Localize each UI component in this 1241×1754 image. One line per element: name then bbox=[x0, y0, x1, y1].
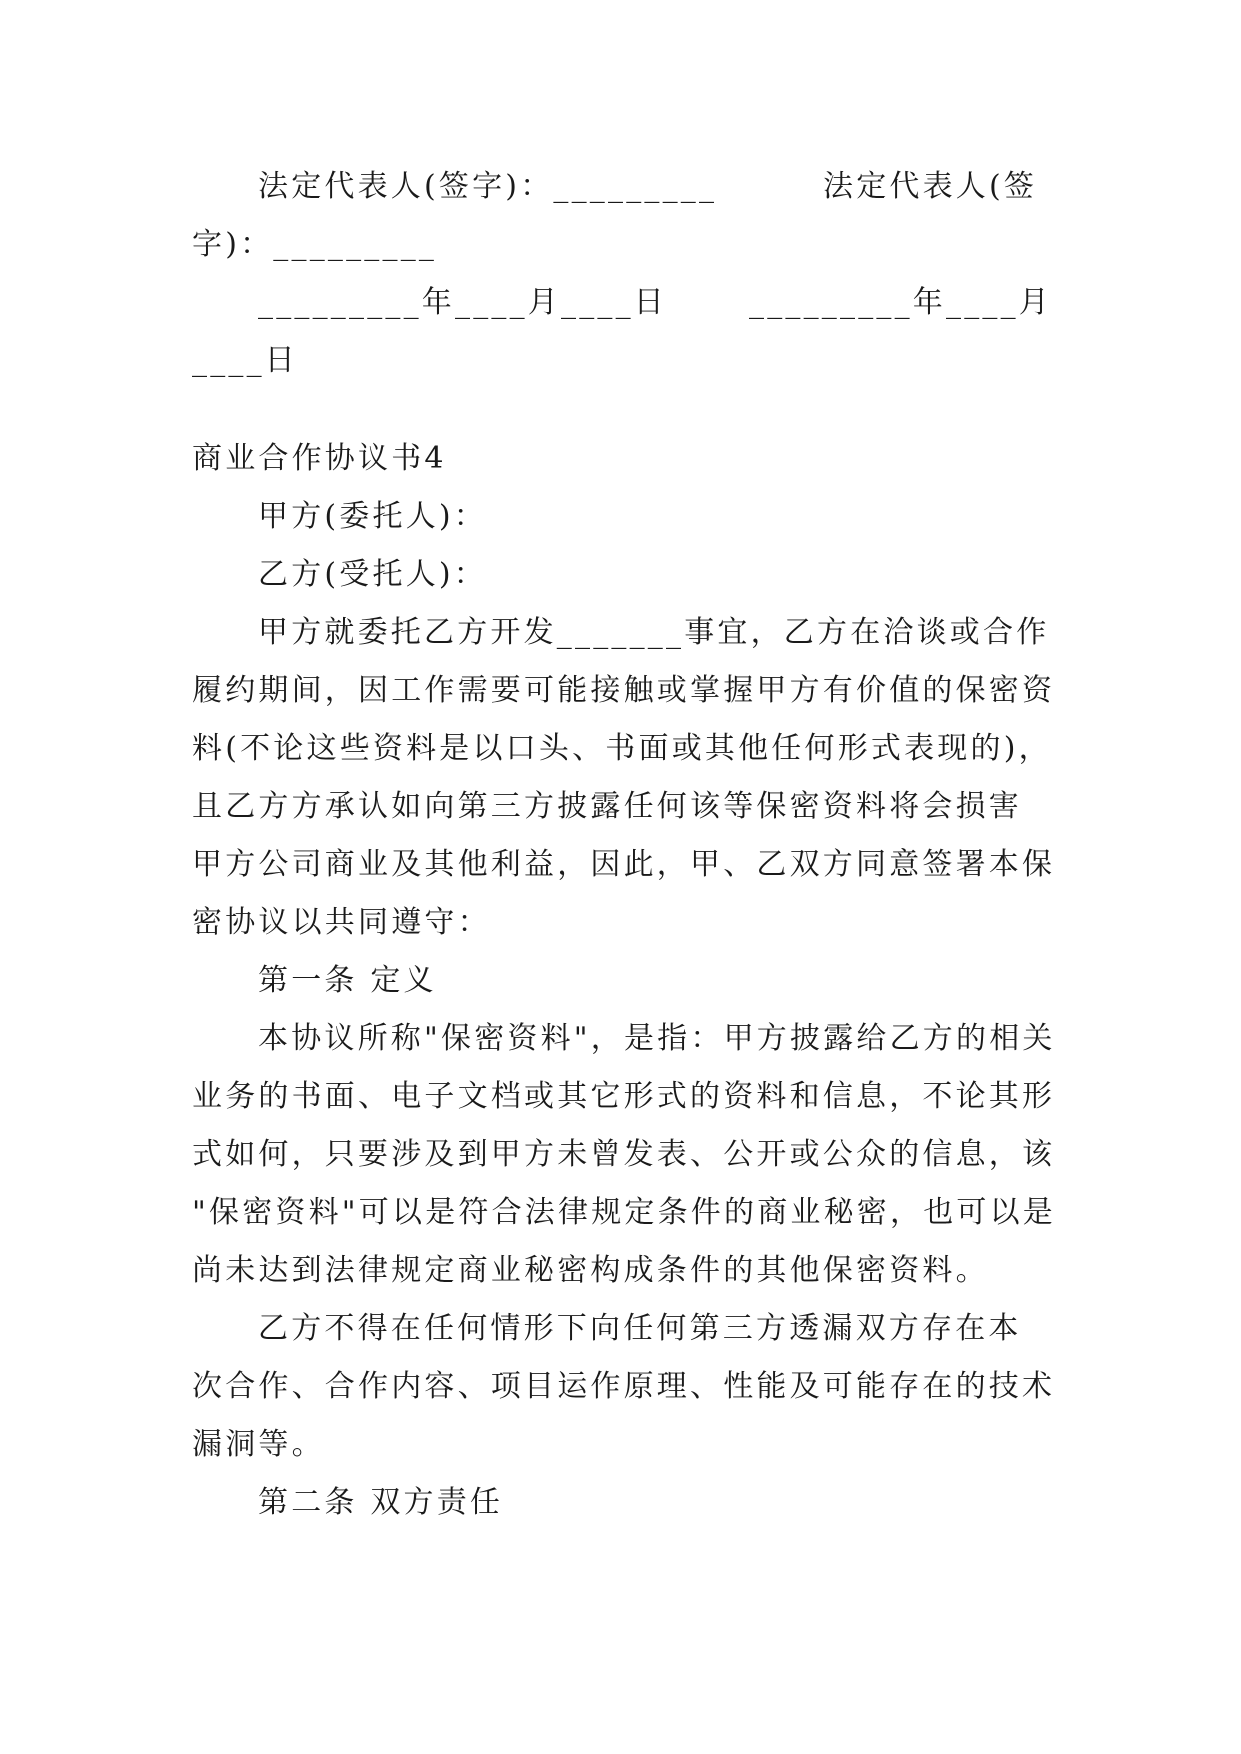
intro-paragraph bbox=[192, 604, 1056, 952]
paragraph-line: 乙方不得在任何情形下向任何第三方透漏双方存在本 bbox=[258, 1311, 1022, 1346]
paragraph-line: 密协议以共同遵守： bbox=[192, 905, 491, 940]
paragraph-line: 履约期间，因工作需要可能接触或掌握甲方有价值的保密资 bbox=[192, 673, 1056, 708]
signature-line bbox=[192, 158, 1052, 216]
paragraph-line: 甲方公司商业及其他利益，因此，甲、乙双方同意签署本保 bbox=[192, 847, 1056, 882]
party-a-label: 甲方(委托人)： bbox=[258, 499, 488, 534]
signature-right: 法定代表人(签 bbox=[823, 169, 1038, 204]
signature-left: 法定代表人(签字)：_________ bbox=[258, 169, 718, 204]
paragraph-line: 式如何，只要涉及到甲方未曾发表、公开或公众的信息，该 bbox=[192, 1137, 1056, 1172]
date-left: _________年____月____日 bbox=[258, 285, 667, 320]
document-title: 商业合作协议书4 bbox=[192, 441, 447, 476]
document-body bbox=[192, 158, 1056, 1532]
paragraph-line: 且乙方方承认如向第三方披露任何该等保密资料将会损害 bbox=[192, 789, 1022, 824]
paragraph-line: 料(不论这些资料是以口头、书面或其他任何形式表现的)， bbox=[192, 731, 1052, 766]
paragraph-line: 尚未达到法律规定商业秘密构成条件的其他保密资料。 bbox=[192, 1253, 989, 1288]
article-1-extra-paragraph bbox=[192, 1300, 1056, 1474]
paragraph-line: 业务的书面、电子文档或其它形式的资料和信息，不论其形 bbox=[192, 1079, 1056, 1114]
date-right: _________年____月 bbox=[749, 285, 1052, 320]
paragraph-line: 次合作、合作内容、项目运作原理、性能及可能存在的技术 bbox=[192, 1369, 1056, 1404]
paragraph-line: 本协议所称"保密资料"，是指：甲方披露给乙方的相关 bbox=[258, 1021, 1056, 1056]
paragraph-line: 甲方就委托乙方开发_______事宜，乙方在洽谈或合作 bbox=[258, 615, 1050, 650]
paragraph-line: "保密资料"可以是符合法律规定条件的商业秘密，也可以是 bbox=[192, 1195, 1056, 1230]
date-line-continued: ____日 bbox=[192, 343, 298, 378]
article-1-heading: 第一条 定义 bbox=[258, 963, 437, 998]
article-2-heading: 第二条 双方责任 bbox=[258, 1485, 504, 1520]
signature-line-continued: 字)：_________ bbox=[192, 227, 438, 262]
date-line bbox=[192, 274, 1052, 332]
article-1-paragraph bbox=[192, 1010, 1056, 1300]
paragraph-line: 漏洞等。 bbox=[192, 1427, 325, 1462]
party-b-label: 乙方(受托人)： bbox=[258, 557, 488, 592]
